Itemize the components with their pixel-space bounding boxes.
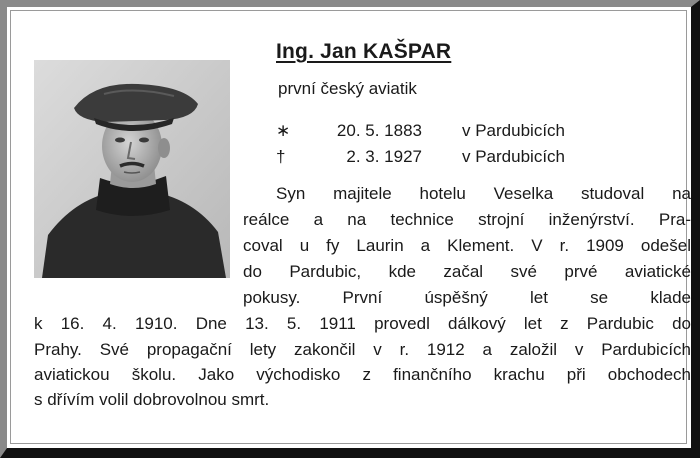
bio-line: coval u fy Laurin a Klement. V r. 1909 odešel <box>243 236 691 255</box>
birth-row <box>276 121 596 143</box>
birth-place: v Pardubicích <box>462 121 565 140</box>
birth-symbol: ∗ <box>276 121 291 140</box>
bio-line: s dřívím volil dobrovolnou smrt. <box>34 390 270 409</box>
bio-line: k 16. 4. 1910. Dne 13. 5. 1911 provedl dálkový let z Pardubic do <box>34 314 691 333</box>
bio-line: pokusy. První úspěšný let se klade <box>243 288 691 307</box>
bio-line: reálce a na technice strojní inženýrství. Pra- <box>243 210 691 229</box>
death-symbol: † <box>276 147 286 166</box>
bio-line: Syn majitele hotelu Veselka studoval na <box>276 184 691 203</box>
death-row <box>276 147 596 169</box>
birth-date: 20. 5. 1883 <box>336 121 422 140</box>
death-place: v Pardubicích <box>462 147 565 166</box>
person-name: Ing. Jan KAŠPAR <box>276 40 452 63</box>
bio-line: do Pardubic, kde začal své prvé aviatické <box>243 262 691 281</box>
bio-line: aviatickou školu. Jako východisko z finančního krachu při obchodech <box>34 365 691 384</box>
portrait-photo <box>34 60 230 278</box>
person-subtitle: první český aviatik <box>278 79 417 98</box>
death-date: 2. 3. 1927 <box>346 147 422 166</box>
bio-line: Prahy. Své propagační lety zakončil v r. 1912 a založil v Pardubicích <box>34 340 691 359</box>
